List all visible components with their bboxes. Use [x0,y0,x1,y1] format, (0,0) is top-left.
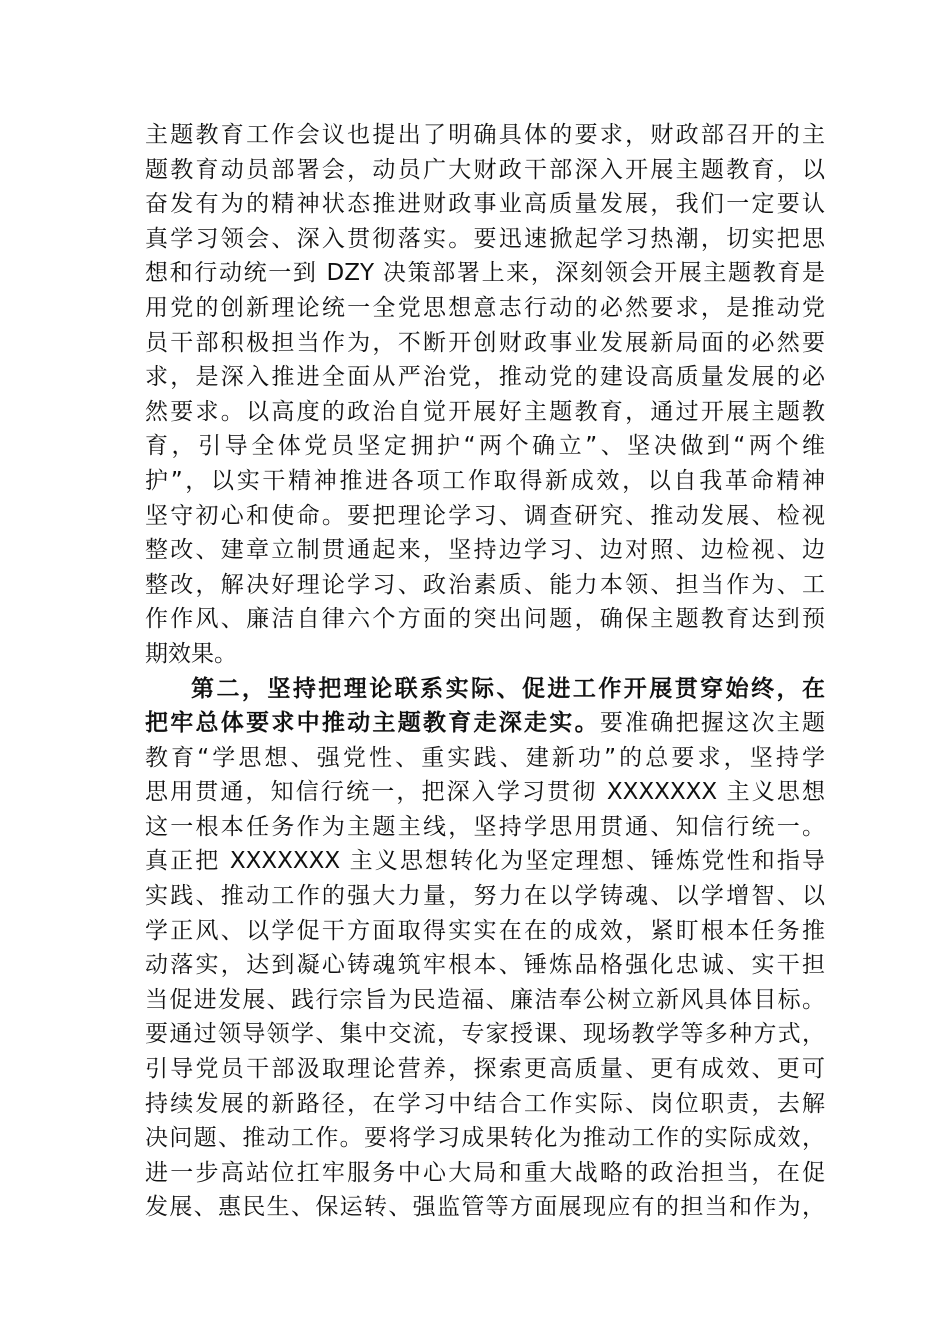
text-line: 整改，解决好理论学习、政治素质、能力本领、担当作为、工 [145,571,825,598]
text-line: 思用贯通，知信行统一，把深入学习贯彻 XXXXXXX 主义思想 [145,779,825,806]
text-line: 真正把 XXXXXXX 主义思想转化为坚定理想、锤炼党性和指导 [145,848,825,875]
section-heading-rest: 要准确把握这次主题 [599,710,826,737]
text-line: 学正风、以学促干方面取得实实在在的成效，紧盯根本任务推 [145,917,825,944]
text-line: 发展、惠民生、保运转、强监管等方面展现应有的担当和作为， [145,1194,825,1221]
text-line: 决问题、推动工作。要将学习成果转化为推动工作的实际成效， [145,1125,825,1152]
text-line: 员干部积极担当作为，不断开创财政事业发展新局面的必然要 [145,329,825,356]
text-line: 想和行动统一到 DZY 决策部署上来，深刻领会开展主题教育是 [145,260,825,287]
text-line: 期效果。 [145,640,237,667]
document-body [145,118,825,1225]
text-line: 引导党员干部汲取理论营养，探索更高质量、更有成效、更可 [145,1056,825,1083]
text-line: 整改、建章立制贯通起来，坚持边学习、边对照、边检视、边 [145,537,825,564]
text-line: 真学习领会、深入贯彻落实。要迅速掀起学习热潮，切实把思 [145,225,825,252]
text-line: 作作风、廉洁自律六个方面的突出问题，确保主题教育达到预 [145,606,825,633]
text-line: 进一步高站位扛牢服务中心大局和重大战略的政治担当，在促 [145,1159,825,1186]
text-line: 育，引导全体党员坚定拥护“两个确立”、坚决做到“两个维 [145,433,825,460]
section-heading: 第二，坚持把理论联系实际、促进工作开展贯穿始终，在 [191,675,825,702]
text-line: 持续发展的新路径，在学习中结合工作实际、岗位职责，去解 [145,1090,825,1117]
section-heading-bold-part: 把牢总体要求中推动主题教育走深走实。 [145,710,600,737]
text-line: 当促进发展、践行宗旨为民造福、廉洁奉公树立新风具体目标。 [145,986,825,1013]
text-line: 护”，以实干精神推进各项工作取得新成效，以自我革命精神 [145,467,825,494]
section-heading-continuation [145,706,825,741]
text-line: 这一根本任务作为主题主线，坚持学思用贯通、知信行统一。 [145,813,825,840]
text-line: 主题教育工作会议也提出了明确具体的要求，财政部召开的主 [145,122,825,148]
text-line: 坚守初心和使命。要把理论学习、调查研究、推动发展、检视 [145,502,825,529]
text-line: 题教育动员部署会，动员广大财政干部深入开展主题教育，以 [145,156,825,183]
text-line: 奋发有为的精神状态推进财政事业高质量发展，我们一定要认 [145,191,825,218]
text-line: 要通过领导领学、集中交流，专家授课、现场教学等多种方式， [145,1021,825,1048]
text-line: 实践、推动工作的强大力量，努力在以学铸魂、以学增智、以 [145,883,825,910]
text-line: 然要求。以高度的政治自觉开展好主题教育，通过开展主题教 [145,398,825,425]
text-line: 动落实，达到凝心铸魂筑牢根本、锤炼品格强化忠诚、实干担 [145,952,825,979]
text-line: 用党的创新理论统一全党思想意志行动的必然要求，是推动党 [145,294,825,321]
text-line: 求，是深入推进全面从严治党，推动党的建设高质量发展的必 [145,364,825,391]
text-line: 教育“学思想、强党性、重实践、建新功”的总要求，坚持学 [145,744,825,771]
